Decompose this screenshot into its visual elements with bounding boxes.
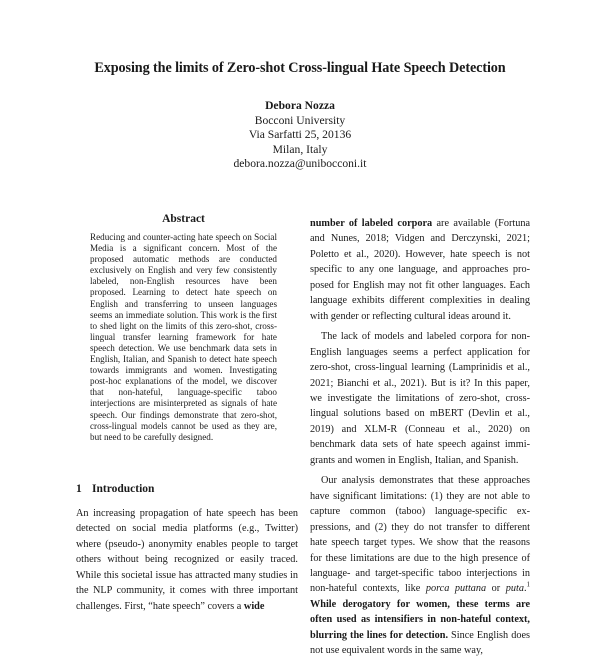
bold-phrase: number of labeled corpora (310, 218, 433, 229)
footnote-marker[interactable]: 1 (526, 581, 531, 590)
intro-left-column (76, 506, 298, 614)
connector-text: or (486, 583, 506, 595)
intro-paragraph-1: An increasing propagation of hate speech has been detected on social media platforms (e.g., Twitter) where (pseudo-) anonymity enables people to target others without being recognized or easily traced. While this societal issue has attracted many studies in the NLP community, it comes with three important challenges. First, “hate speech” covers a (76, 508, 298, 612)
paragraph-text: Since English does not use equivalent words in the same way, (310, 629, 530, 657)
author-city: Milan, Italy (272, 142, 328, 156)
paragraph-text: Our analysis demonstrates that these approaches have significant limitations: (1) they are not able to capture common (taboo) language-specific expressions, and (2) they do not transfer to different hate speech target types. We show that the reasons for these limitations are due to the high presence of language- and target-specific taboo interjections in non-hateful contexts, like (310, 475, 530, 595)
section-heading-introduction (76, 483, 154, 495)
section-title: Introduction (92, 483, 155, 495)
author-name: Debora Nozza (265, 99, 335, 112)
abstract-heading: Abstract (162, 213, 205, 225)
author-street: Via Sarfatti 25, 20136 (248, 128, 352, 142)
author-block (0, 99, 600, 172)
section-number: 1 (76, 483, 82, 495)
intro-paragraph-1-bold-tail: wide (243, 600, 265, 612)
intro-paragraph-3: The lack of models and labeled corpora for non-English languages seems a perfect application for zero-shot, cross-lingual learning (Lamprinidis et al., 2021; Bianchi et al., 2021). But is it? In this paper, we investigate the limitations of zero-shot, cross-lingual solutions based on mBERT (Devlin et al., 2019) and XLM-R (Conneau et al., 2020) on benchmark data sets of hate speech against immigrants and women in English, Italian, and Spanish. (310, 331, 530, 466)
abstract-text: Reducing and counter-acting hate speech on Social Media is a significant concern. Most of the proposed automatic methods are conducted exclusively on English and very few consistently labeled, non-English resources have been proposed. Learning to detect hate speech on English and transferring to unseen languages seems an immediate solution. This work is the first to shed light on the limits of this zero-shot, cross-lingual transfer learning framework for hate speech detection. We use benchmark data sets in English, Italian, and Spanish to detect hate speech towards immigrants and women. Investigating post-hoc explanations of the model, we discover that non-hateful, language-specific taboo interjections are misinterpreted as signals of hate speech. Our findings demonstrate that zero-shot, cross-lingual models cannot be used as they are, but need to be carefully designed. (90, 232, 277, 442)
author-email[interactable]: debora.nozza@unibocconi.it (233, 157, 367, 171)
author-affiliation: Bocconi University (254, 113, 346, 127)
intro-right-column (310, 216, 531, 657)
bold-sentence: While derogatory for women, these terms are often used as intensifiers in non-hateful context, blurring the lines for detection. (310, 598, 530, 641)
paragraph-text: are available (Fortuna and Nunes, 2018; Vidgen and Derczynski, 2021; Poletto et al., 2020). However, hate speech is not specific to any one language, and approaches proposed for English may not fit other languages. Each language exhibits different complexities in dealing with gender or reflecting cultural ideas around it. (310, 218, 530, 322)
italic-term: puta (505, 583, 524, 595)
sentence-end: . (523, 583, 527, 595)
italic-term: porca puttana (425, 583, 487, 595)
intro-paragraph-4 (310, 473, 530, 658)
paper-title: Exposing the limits of Zero-shot Cross-lingual Hate Speech Detection (94, 60, 506, 76)
intro-paragraph-2 (310, 216, 530, 324)
